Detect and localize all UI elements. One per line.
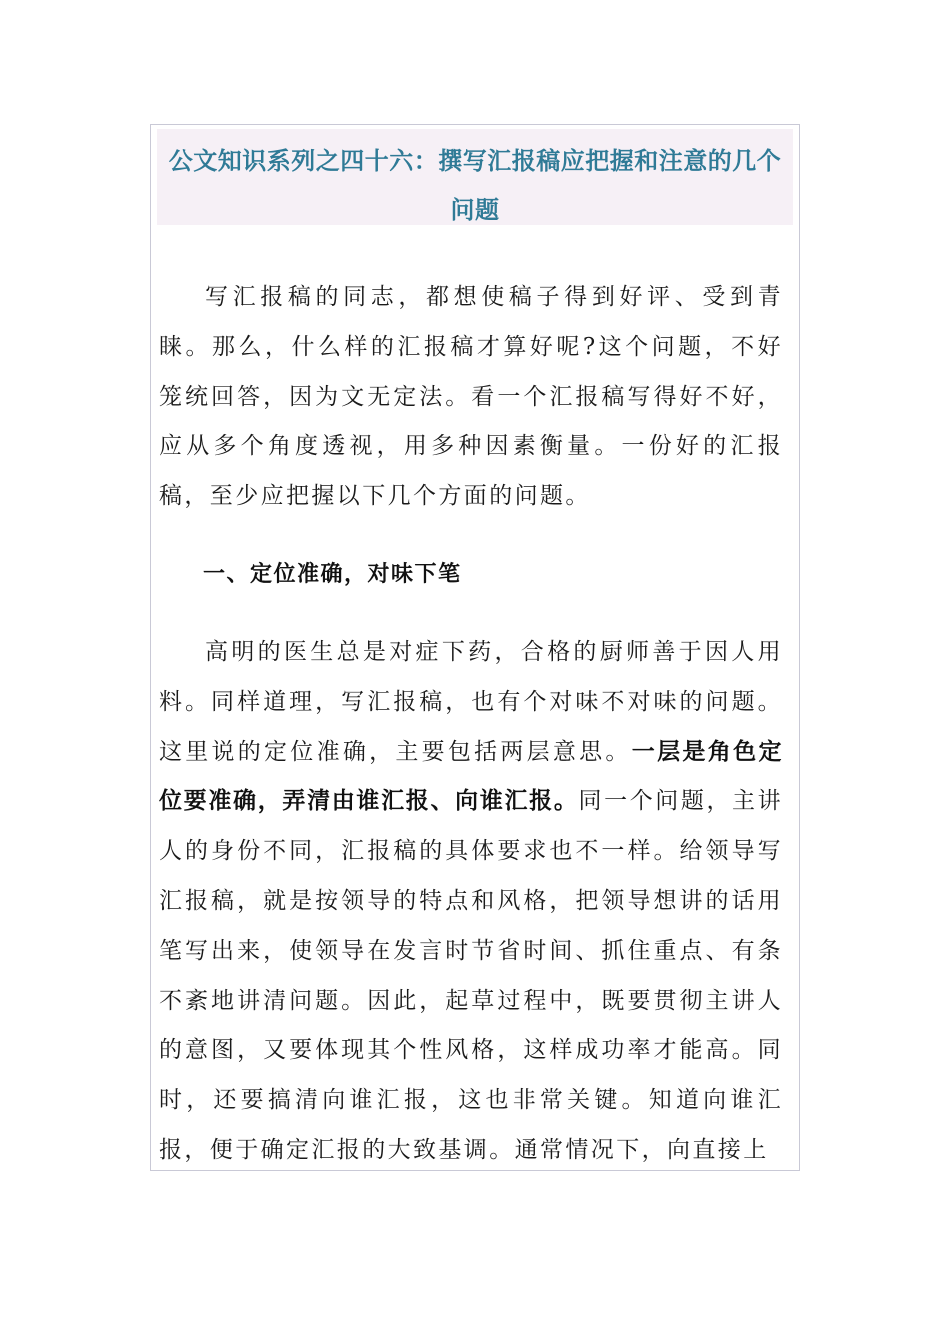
title-band <box>157 129 793 225</box>
intro-paragraph: 写汇报稿的同志，都想使稿子得到好评、受到青睐。那么，什么样的汇报稿才算好呢?这个问题，不好笼统回答，因为文无定法。看一个汇报稿写得好不好，应从多个角度透视，用多种因素衡量。一份好的汇报稿，至少应把握以下几个方面的问题。 <box>159 284 783 510</box>
section-heading: 一、定位准确，对味下笔 <box>203 561 462 587</box>
document-body <box>159 273 783 1176</box>
document-title: 公文知识系列之四十六：撰写汇报稿应把握和注意的几个问题 <box>168 147 782 224</box>
emphasis-text: 一层是角色定位要准确，弄清由谁汇报、向谁汇报。 <box>159 738 784 815</box>
section-paragraph <box>159 628 783 1176</box>
paragraph-text: 高明的医生总是对症下药，合格的厨师善于因人用料。同样道理，写汇报稿，也有个对味不对味的问题。这里说的定位准确，主要包括两层意思。 <box>159 638 783 765</box>
paragraph-text-continued: 同一个问题，主讲人的身份不同，汇报稿的具体要求也不一样。给领导写汇报稿，就是按领导的特点和风格，把领导想讲的话用笔写出来，使领导在发言时节省时间、抓住重点、有条不紊地讲清问题。因此，起草过程中，既要贯彻主讲人的意图，又要体现其个性风格，这样成功率才能高。同时，还要搞清向谁汇报，这也非常关键。知道向谁汇报，便于确定汇报的大致基调。通常情况下，向直接上 <box>159 788 784 1163</box>
document-frame <box>150 124 800 1171</box>
